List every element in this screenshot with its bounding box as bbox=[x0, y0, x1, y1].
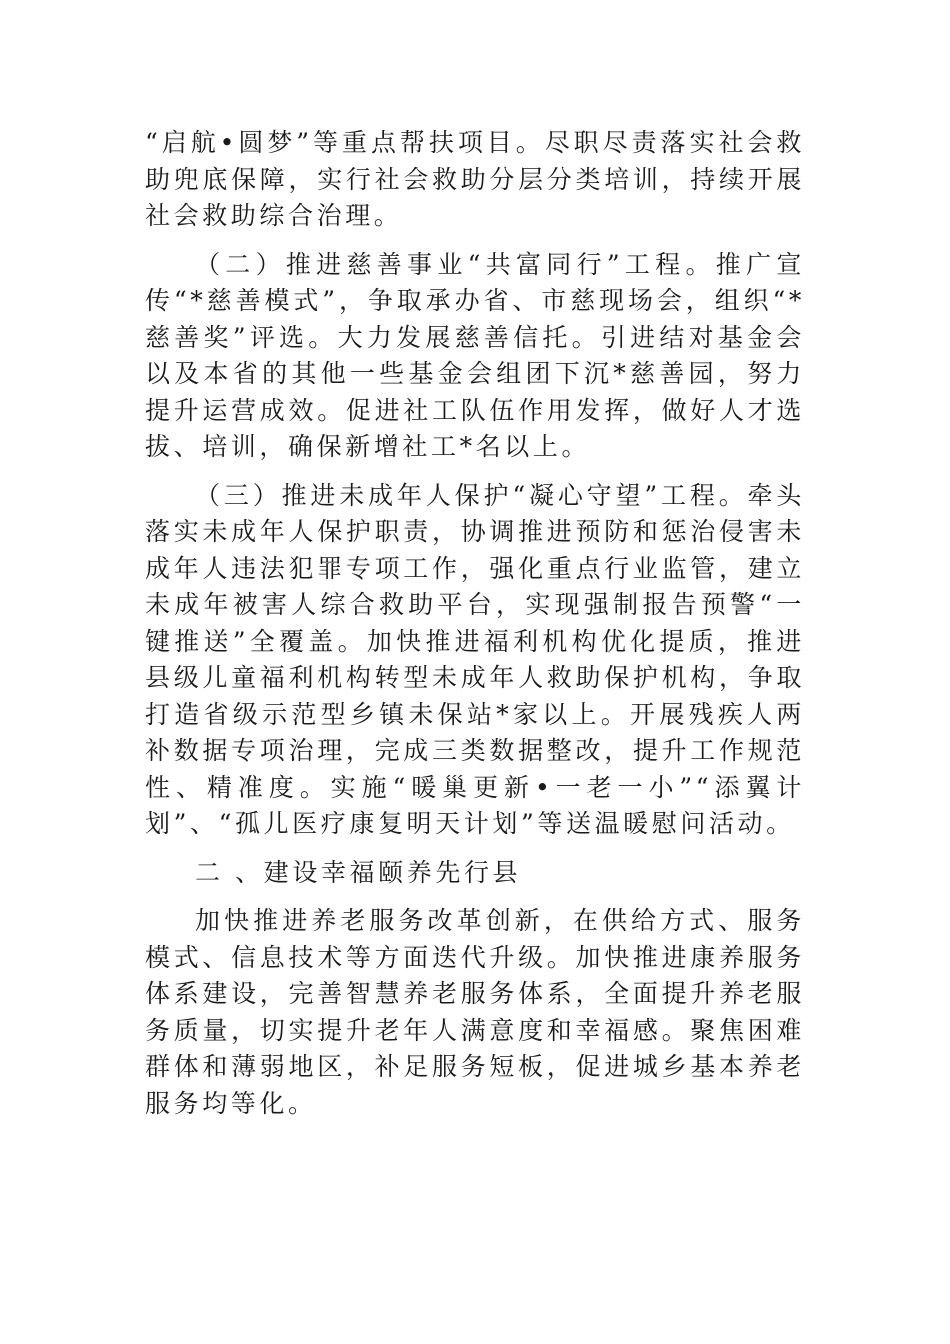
section-heading: 二 、建设幸福颐养先行县 bbox=[195, 857, 522, 887]
paragraph-charity: （二）推进慈善事业“共富同行”工程。推广宣传“*慈善模式”，争取承办省、市慈现场会，组织“*慈善奖”评选。大力发展慈善信托。引进结对基金会以及本省的其他一些基金会组团下沉*慈善园，努力提升运营成效。促进社工队伍作用发挥，做好人才选拔、培训，确保新增社工*名以上。 bbox=[145, 249, 805, 461]
paragraph-elderly-care: 加快推进养老服务改革创新，在供给方式、服务模式、信息技术等方面迭代升级。加快推进康养服务体系建设，完善智慧养老服务体系，全面提升养老服务质量，切实提升老年人满意度和幸福感。聚焦困难群体和薄弱地区，补足服务短板，促进城乡基本养老服务均等化。 bbox=[145, 906, 805, 1118]
paragraph-continuation: “启航•圆梦”等重点帮扶项目。尽职尽责落实社会救助兜底保障，实行社会救助分层分类培训，持续开展社会救助综合治理。 bbox=[145, 128, 805, 230]
document-page bbox=[145, 125, 805, 1134]
paragraph-minor-protection: （三）推进未成年人保护“凝心守望”工程。牵头落实未成年人保护职责，协调推进预防和惩治侵害未成年人违法犯罪专项工作，强化重点行业监管，建立未成年被害人综合救助平台，实现强制报告预警“一键推送”全覆盖。加快推进福利机构优化提质，推进县级儿童福利机构转型未成年人救助保护机构，争取打造省级示范型乡镇未保站*家以上。开展残疾人两补数据专项治理，完成三类数据整改，提升工作规范性、精准度。实施“暖巢更新•一老一小”“添翼计划”、“孤儿医疗康复明天计划”等送温暖慰问活动。 bbox=[145, 480, 805, 838]
